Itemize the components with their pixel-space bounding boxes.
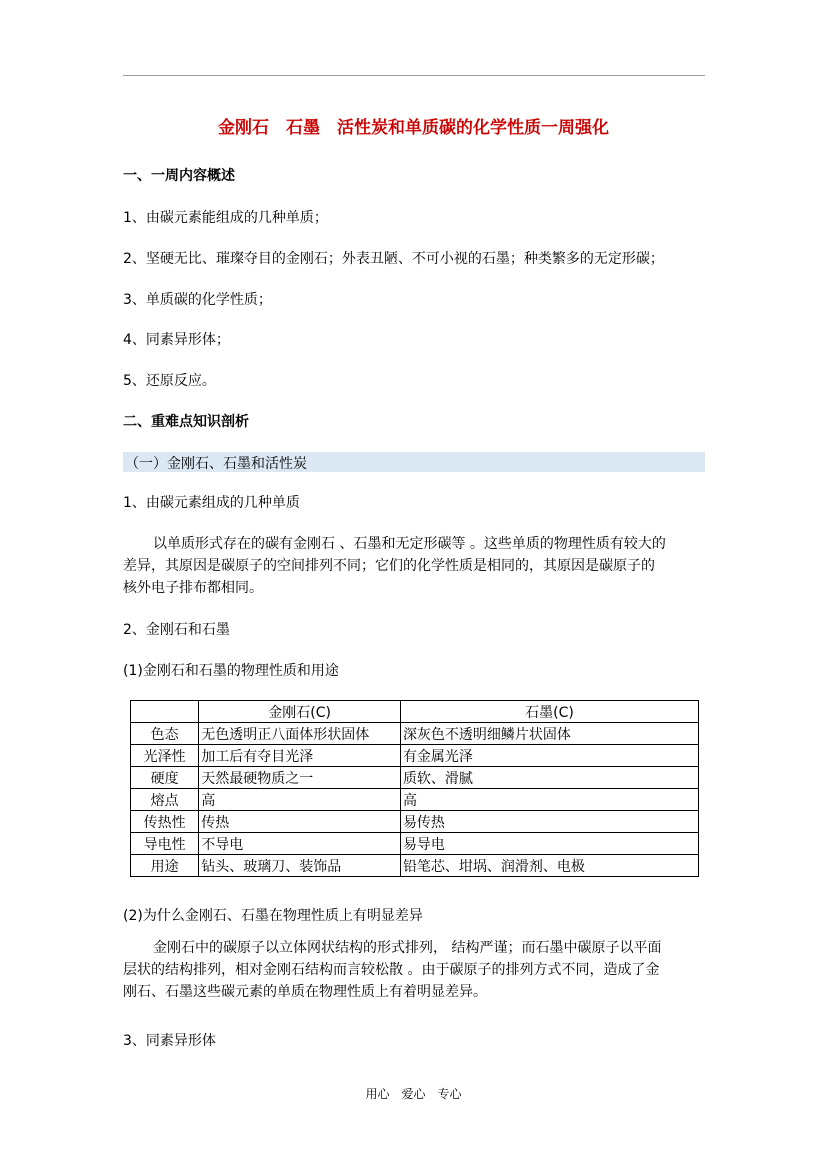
table-row <box>131 745 699 767</box>
row-label: 光泽性 <box>131 745 199 767</box>
diamond-cell: 高 <box>199 789 401 811</box>
paragraph-line: 层状的结构排列，相对金刚石结构而言较松散 。由于碳原子的排列方式不同，造成了金 <box>123 962 660 978</box>
graphite-cell: 质软、滑腻 <box>400 767 698 789</box>
paragraph-line: 核外电子排布都相同。 <box>123 580 263 596</box>
paragraph-line: 以单质形式存在的碳有金刚石 、石墨和无定形碳等 。这些单质的物理性质有较大的 <box>153 536 666 552</box>
header-cell: 金刚石(C) <box>199 701 401 723</box>
paragraph-line: 差异，其原因是碳原子的空间排列不同；它们的化学性质是相同的，其原因是碳原子的 <box>123 558 655 574</box>
header-rule <box>123 75 705 76</box>
list-item: 1、由碳元素能组成的几种单质； <box>123 210 328 226</box>
section2-heading: 二、重难点知识剖析 <box>123 414 249 430</box>
properties-table <box>130 700 699 877</box>
list-item: 2、坚硬无比、璀璨夺目的金刚石；外表丑陋、不可小视的石墨；种类繁多的无定形碳； <box>123 251 664 267</box>
row-label: 熔点 <box>131 789 199 811</box>
table-row <box>131 789 699 811</box>
table-row <box>131 855 699 877</box>
graphite-cell: 高 <box>400 789 698 811</box>
subsection-bar <box>123 452 705 472</box>
row-label: 色态 <box>131 723 199 745</box>
row-label: 硬度 <box>131 767 199 789</box>
header-cell: 石墨(C) <box>400 701 698 723</box>
table-row <box>131 723 699 745</box>
table-row <box>131 833 699 855</box>
paragraph-line: 金刚石中的碳原子以立体网状结构的形式排列， 结构严谨；而石墨中碳原子以平面 <box>153 940 662 956</box>
diamond-cell: 不导电 <box>199 833 401 855</box>
point2-heading: 2、金刚石和石墨 <box>123 622 230 638</box>
table-row <box>131 811 699 833</box>
table-row <box>131 767 699 789</box>
point3-heading: 3、同素异形体 <box>123 1033 216 1049</box>
diamond-cell: 加工后有夺目光泽 <box>199 745 401 767</box>
paragraph-line: 刚石、石墨这些碳元素的单质在物理性质上有着明显差异。 <box>123 984 487 1000</box>
section1-heading: 一、一周内容概述 <box>123 168 235 184</box>
row-label: 用途 <box>131 855 199 877</box>
diamond-cell: 无色透明正八面体形状固体 <box>199 723 401 745</box>
document-title: 金刚石 石墨 活性炭和单质碳的化学性质一周强化 <box>218 118 609 138</box>
point1-heading: 1、由碳元素组成的几种单质 <box>123 495 300 511</box>
point1-paragraph <box>123 533 705 599</box>
table-header-row <box>131 701 699 723</box>
header-cell <box>131 701 199 723</box>
graphite-cell: 有金属光泽 <box>400 745 698 767</box>
list-item: 5、还原反应。 <box>123 373 216 389</box>
page-footer: 用心 爱心 专心 <box>365 1087 462 1101</box>
graphite-cell: 铅笔芯、坩埚、润滑剂、电极 <box>400 855 698 877</box>
list-item: 3、单质碳的化学性质； <box>123 292 272 308</box>
row-label: 导电性 <box>131 833 199 855</box>
graphite-cell: 易导电 <box>400 833 698 855</box>
diamond-cell: 传热 <box>199 811 401 833</box>
subsection-label: （一）金刚石、石墨和活性炭 <box>125 456 307 472</box>
diamond-cell: 天然最硬物质之一 <box>199 767 401 789</box>
row-label: 传热性 <box>131 811 199 833</box>
graphite-cell: 深灰色不透明细鳞片状固体 <box>400 723 698 745</box>
table-caption: (1)金刚石和石墨的物理性质和用途 <box>123 663 339 679</box>
list-item: 4、同素异形体； <box>123 332 230 348</box>
sub2-heading: (2)为什么金刚石、石墨在物理性质上有明显差异 <box>123 908 423 924</box>
sub2-paragraph <box>123 937 705 1003</box>
diamond-cell: 钻头、玻璃刀、装饰品 <box>199 855 401 877</box>
graphite-cell: 易传热 <box>400 811 698 833</box>
